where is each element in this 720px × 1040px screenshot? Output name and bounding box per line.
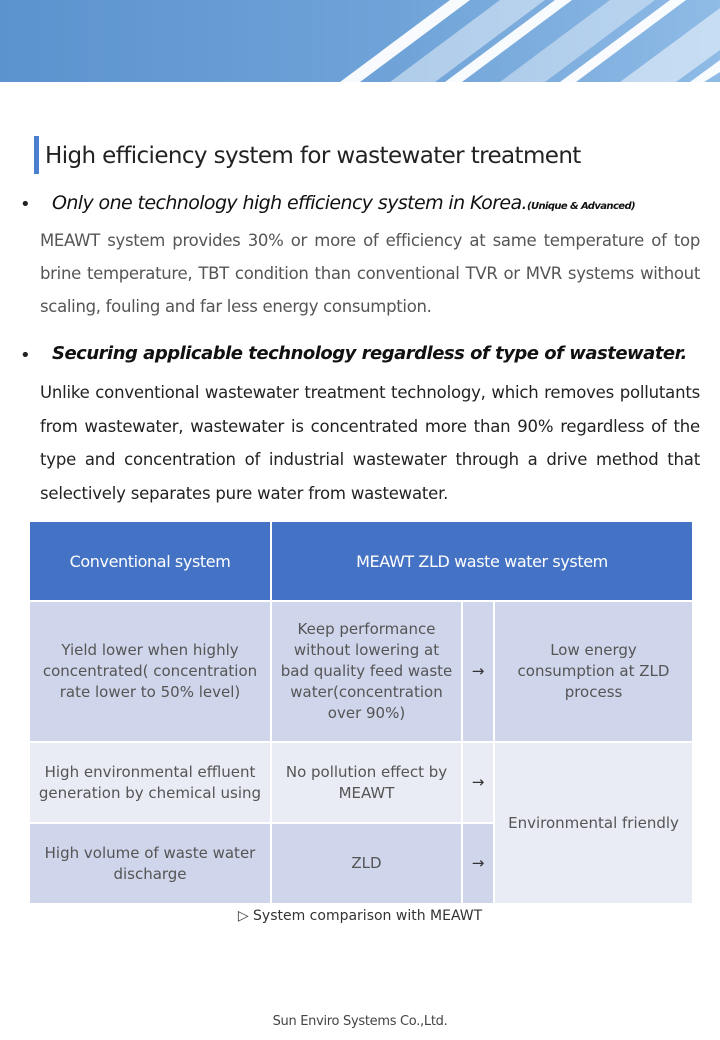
point1-title: [52, 192, 635, 214]
row1-meawt: Keep performance without lowering at bad quality feed waste water(concentration over 90%): [271, 601, 462, 742]
table-header-row: [29, 521, 693, 601]
table-caption: ▷ System comparison with MEAWT: [237, 908, 483, 924]
row3-meawt: ZLD: [271, 823, 462, 904]
header-banner: [0, 0, 720, 82]
bullet-1: •: [20, 194, 31, 215]
row2-conventional: High environmental effluent generation by chemical using: [29, 742, 271, 823]
point1-title-suffix: (Unique & Advanced): [526, 201, 635, 212]
header-meawt: MEAWT ZLD waste water system: [271, 521, 693, 601]
row1-conventional: Yield lower when highly concentrated( concentration rate lower to 50% level): [29, 601, 271, 742]
point1-body: MEAWT system provides 30% or more of efficiency at same temperature of top brine temperature, TBT condition than conventional TVR or MVR systems without scaling, fouling and far less energy consumption.: [40, 231, 700, 316]
bullet-2: •: [20, 345, 31, 366]
section-title: High efficiency system for wastewater treatment: [34, 136, 581, 174]
row1-arrow-icon: →: [462, 601, 494, 742]
row2-result: Environmental friendly: [494, 742, 693, 904]
table-row: [29, 601, 693, 742]
point2-body: Unlike conventional wastewater treatment technology, which removes pollutants from wastewater, wastewater is concentrated more than 90% regardless of the type and concentration of industrial wastewater through a drive method that selectively separates pure water from wastewater.: [40, 383, 700, 503]
row2-meawt: No pollution effect by MEAWT: [271, 742, 462, 823]
row3-conventional: High volume of waste water discharge: [29, 823, 271, 904]
point2-title: Securing applicable technology regardless of type of wastewater.: [52, 343, 687, 364]
row2-arrow-icon: →: [462, 742, 494, 823]
footer-company: Sun Enviro Systems Co.,Ltd.: [272, 1014, 448, 1029]
row1-result: Low energy consumption at ZLD process: [494, 601, 693, 742]
comparison-table: [28, 520, 694, 905]
point1-title-text: Only one technology high efficiency system in Korea.: [52, 192, 527, 214]
table-row: [29, 742, 693, 823]
row3-arrow-icon: →: [462, 823, 494, 904]
header-conventional: Conventional system: [29, 521, 271, 601]
